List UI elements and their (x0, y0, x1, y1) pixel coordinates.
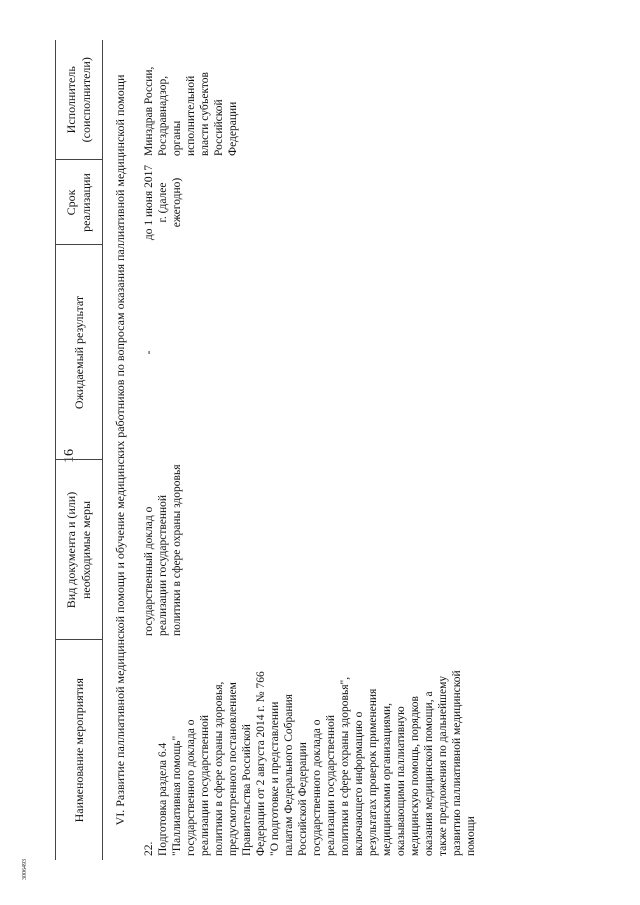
measure-name: Подготовка раздела 6.4 "Паллиативная помощь" государственного доклада о реализации государственной политики в сфере охраны здоровья, предусмотренного постановлением Правительства Российской Федерации от 2 августа 2014 г. № 766 "О подготовке и представлении палатам Федерального Собрания Российской Федерации государственного доклада о реализации государственной политики в сфере охраны здоровья", включающего информацию о результатах проверок применения медицинскими организациями, оказывающими паллиативную медицинскую помощь, порядков оказания медицинской помощи, а также предложения по дальнейшему развитию паллиативной медицинской помощи (156, 670, 477, 856)
header-executor: Исполнитель (соисполнители) (56, 40, 103, 160)
section-row (103, 40, 136, 860)
result-value: - (142, 350, 155, 355)
measures-table (55, 40, 484, 860)
header-result: Ожидаемый результат (56, 245, 103, 460)
section-title: VI. Развитие паллиативной медицинской помощи и обучение медицинских работников по вопросам оказания паллиативной медицинской помощи (113, 74, 127, 826)
cell-doc-type: государственный доклад о реализации государственной политики в сфере охраны здоровья (142, 464, 183, 636)
document-stamp: 3006493 (22, 859, 28, 880)
row-number: 22. (142, 841, 155, 856)
header-name: Наименование мероприятия (56, 640, 103, 860)
table-header-row (56, 40, 103, 860)
cell-executor: Минздрав России, Росздравнадзор, органы исполнительной власти субъектов Российской Федерации (142, 66, 239, 156)
cell-result (136, 245, 484, 460)
cell-name (136, 640, 484, 860)
table-row (136, 40, 484, 860)
page-number: 16 (62, 449, 77, 463)
cell-term: до 1 июня 2017 г. (далее ежегодно) (142, 164, 183, 241)
header-term: Срок реализации (56, 160, 103, 245)
header-doc-type: Вид документа и (или) необходимые меры (56, 460, 103, 640)
